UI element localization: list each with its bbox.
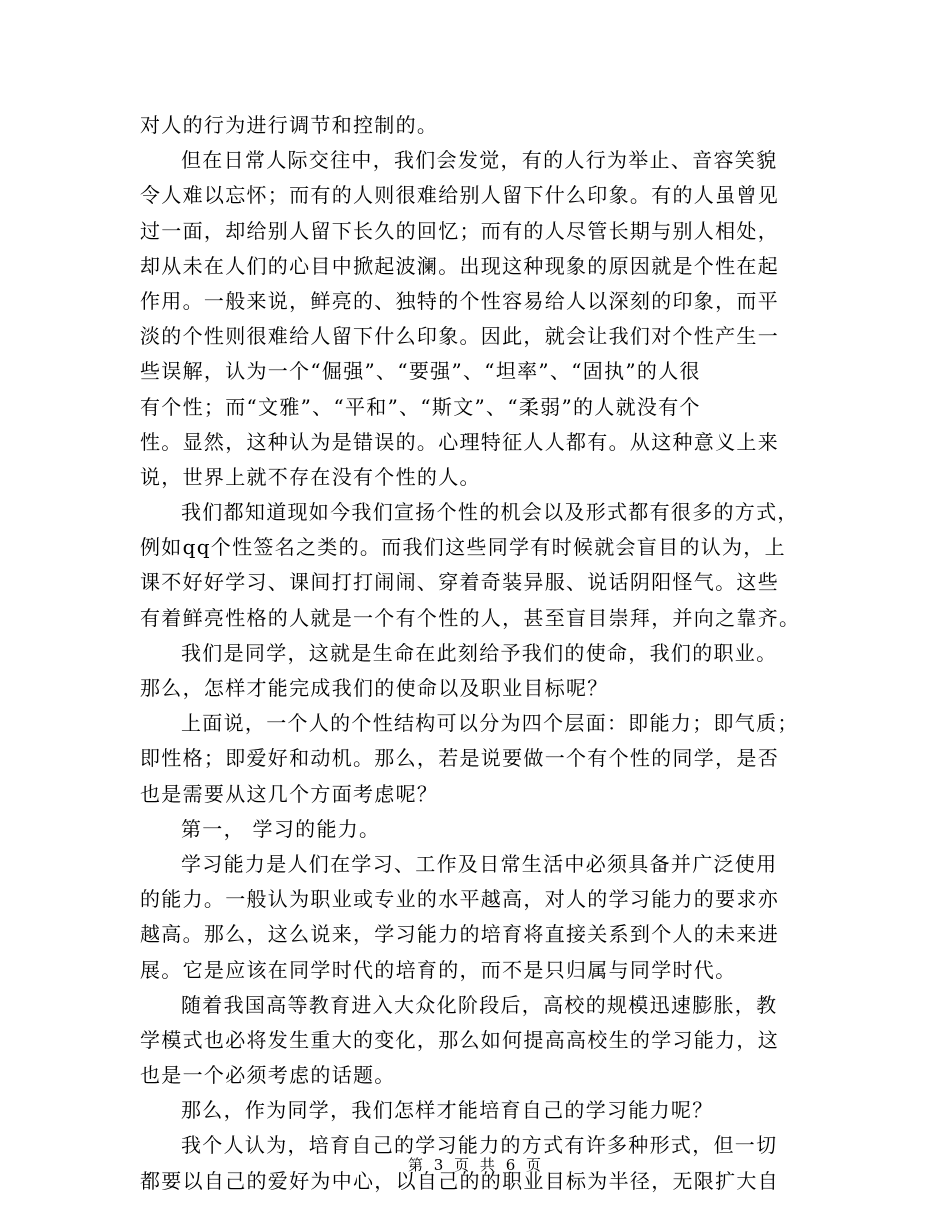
text-line: 展。它是应该在同学时代的培育的，而不是只归属与同学时代。 [140,957,737,982]
text-line: 我们都知道现如今我们宣扬个性的机会以及形式都有很多的方式， [181,500,799,525]
text-line: 有着鲜亮性格的人就是一个有个性的人，甚至盲目崇拜，并向之靠齐。 [140,605,801,630]
text-line: 性。显然，这种认为是错误的。心理特征人人都有。从这种意义上来 [140,429,779,454]
text-line: 即性格；即爱好和动机。那么，若是说要做一个有个性的同学，是否 [140,746,779,771]
text-line: 都要以自己的爱好为中心，以自己的的职业目标为半径，无限扩大自 [140,1168,779,1193]
text-line: 我个人认为，培育自己的学习能力的方式有许多种形式，但一切 [181,1133,778,1158]
text-line: 的能力。一般认为职业或专业的水平越高，对人的学习能力的要求亦 [140,887,779,912]
footer-prefix: 第 [407,1156,424,1174]
text-line: 过一面，却给别人留下长久的回忆；而有的人尽管长期与别人相处， [140,218,779,243]
text-line: 但在日常人际交往中，我们会发觉，有的人行为举止、音容笑貌 [181,148,778,173]
document-body [140,108,815,1199]
text-line: 我们是同学，这就是生命在此刻给予我们的使命，我们的职业。 [181,640,778,665]
text-line: 也是一个必须考虑的话题。 [140,1063,396,1088]
text-line: 随着我国高等教育进入大众化阶段后，高校的规模迅速膨胀，教 [181,992,778,1017]
text-line: 那么，怎样才能完成我们的使命以及职业目标呢？ [140,676,609,700]
text-line: 有个性；而“文雅”、“平和”、“斯文”、“柔弱”的人就没有个 [140,394,701,419]
footer-page-label: 页 [454,1156,471,1174]
page-footer [0,1154,950,1175]
text-line: 例如qq个性签名之类的。而我们这些同学有时候就会盲目的认为，上 [140,535,786,560]
text-line: 作用。一般来说，鲜亮的、独特的个性容易给人以深刻的印象，而平 [140,288,779,313]
text-line: 学模式也必将发生重大的变化，那么如何提高高校生的学习能力，这 [140,1027,779,1052]
text-line: 却从未在人们的心目中掀起波澜。出现这种现象的原因就是个性在起 [140,253,779,278]
total-pages-number: 6 [505,1156,517,1174]
text-line: 对人的行为进行调节和控制的。 [140,113,439,137]
text-line: 越高。那么，这么说来，学习能力的培育将直接关系到个人的未来进 [140,922,779,947]
text-line: 令人难以忘怀；而有的人则很难给别人留下什么印象。有的人虽曾见 [140,183,779,208]
text-line: 淡的个性则很难给人留下什么印象。因此，就会让我们对个性产生一 [140,324,779,349]
text-line: 学习能力是人们在学习、工作及日常生活中必须具备并广泛使用 [181,851,778,876]
text-line: 说，世界上就不存在没有个性的人。 [140,464,481,489]
text-line: 课不好好学习、课间打打闹闹、穿着奇装异服、说话阴阳怪气。这些 [140,570,779,595]
text-line: 第一， 学习的能力。 [181,816,381,841]
text-line: 也是需要从这几个方面考虑呢？ [140,781,439,806]
current-page-number: 3 [433,1156,445,1174]
text-line: 那么，作为同学，我们怎样才能培育自己的学习能力呢？ [181,1098,714,1123]
text-line: 些误解，认为一个“倔强”、“要强”、“坦率”、“固执”的人很 [140,359,701,384]
text-line: 上面说，一个人的个性结构可以分为四个层面：即能力；即气质； [181,711,799,736]
footer-total-prefix: 共 [479,1156,496,1174]
footer-total-label: 页 [526,1156,543,1174]
